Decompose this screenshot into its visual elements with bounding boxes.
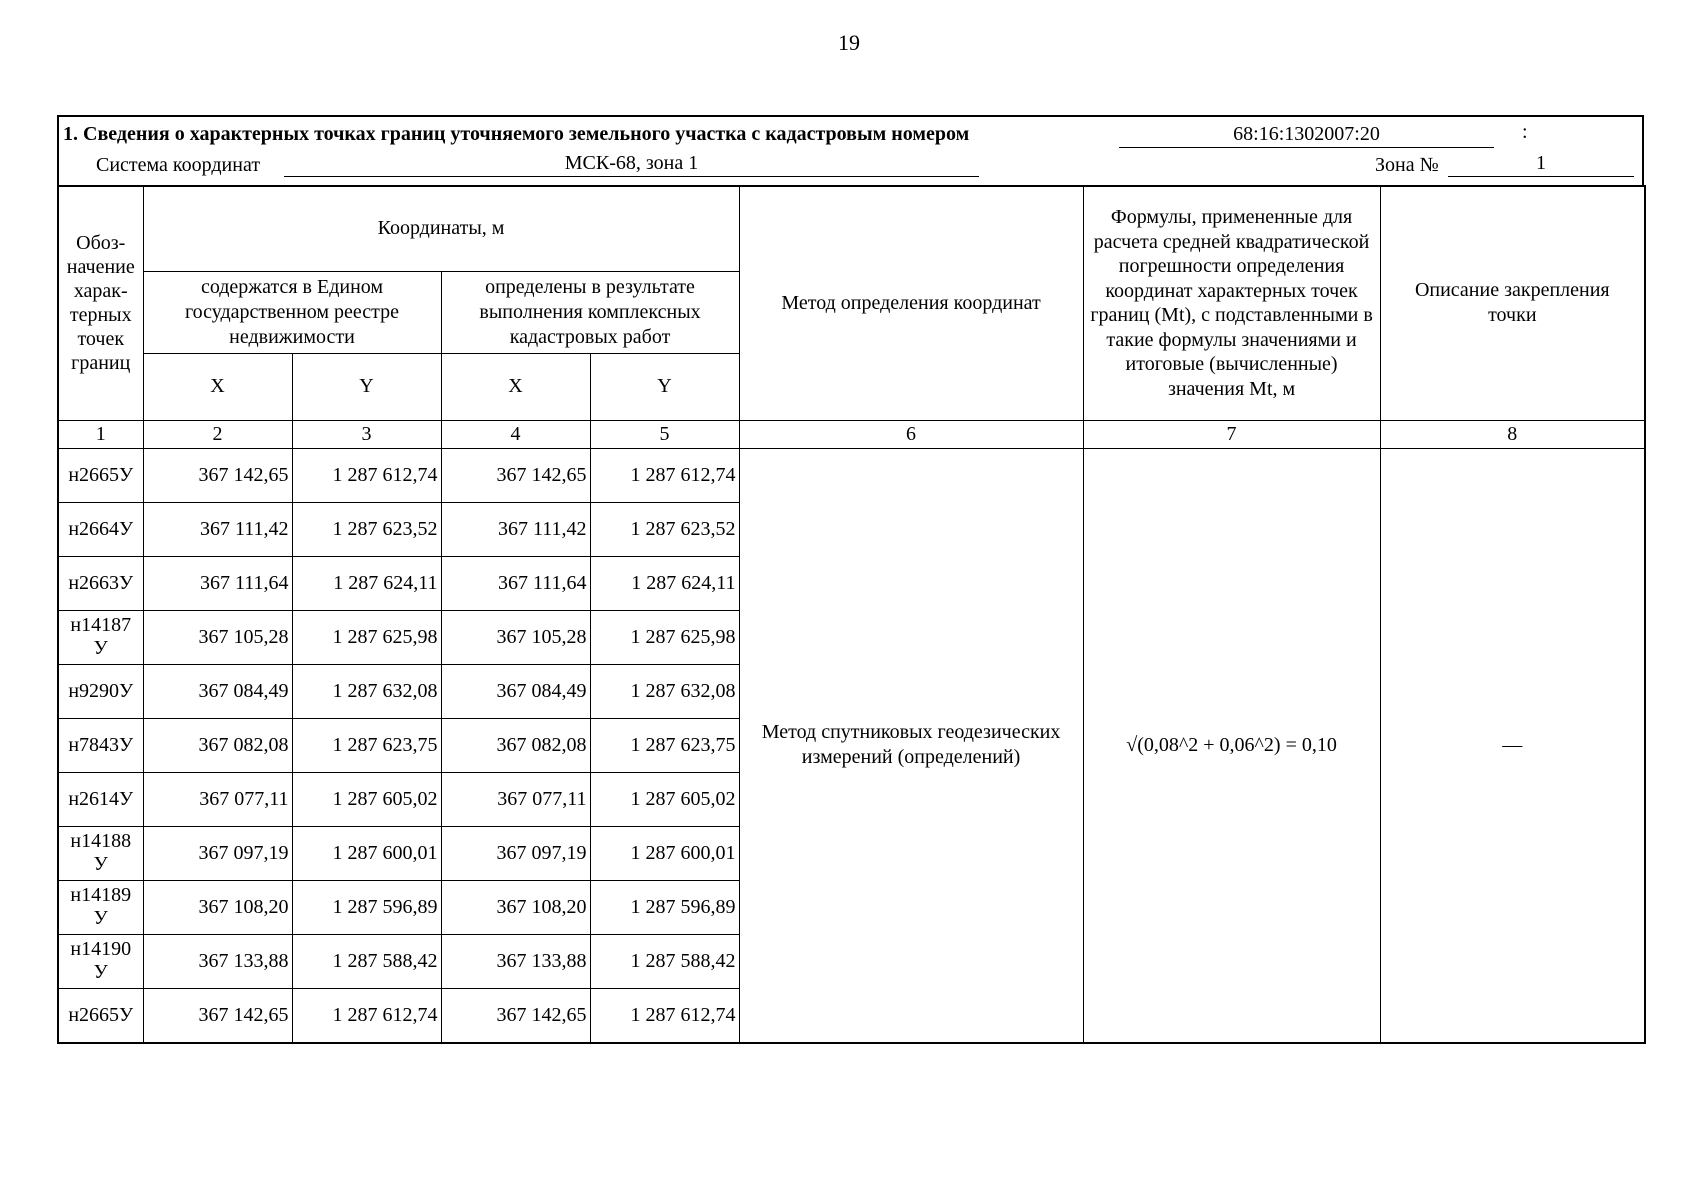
x-egrn: 367 111,64	[143, 556, 292, 610]
boundary-points-table	[57, 185, 1646, 1044]
description-cell: —	[1380, 448, 1645, 1043]
column-number: 1	[58, 420, 143, 448]
page-number: 19	[838, 30, 860, 55]
column-number: 6	[739, 420, 1083, 448]
point-name: н2665У	[58, 448, 143, 502]
y-determined: 1 287 612,74	[590, 988, 739, 1043]
zone-label: Зона №	[1375, 154, 1439, 176]
x-egrn: 367 105,28	[143, 610, 292, 664]
x-determined: 367 105,28	[441, 610, 590, 664]
header-description: Описание закрепления точки	[1380, 186, 1645, 420]
x-determined: 367 133,88	[441, 934, 590, 988]
x-determined: 367 084,49	[441, 664, 590, 718]
y-egrn: 1 287 623,75	[292, 718, 441, 772]
column-number: 5	[590, 420, 739, 448]
x-egrn: 367 142,65	[143, 448, 292, 502]
header-y-determined: Y	[590, 353, 739, 420]
point-name: н2664У	[58, 502, 143, 556]
x-determined: 367 111,42	[441, 502, 590, 556]
header-formulas: Формулы, примененные для расчета средней квадратической погрешности определения координат характерных точек границ (Mt), с подставленными в такие формулы значениями и итоговые (вычисленные) значения Mt, м	[1083, 186, 1380, 420]
y-egrn: 1 287 588,42	[292, 934, 441, 988]
point-name: н14187 У	[58, 610, 143, 664]
y-determined: 1 287 623,75	[590, 718, 739, 772]
header-determined: определены в результате выполнения комплексных кадастровых работ	[441, 271, 739, 353]
x-determined: 367 142,65	[441, 448, 590, 502]
x-egrn: 367 111,42	[143, 502, 292, 556]
point-name: н14190 У	[58, 934, 143, 988]
point-name: н9290У	[58, 664, 143, 718]
column-number: 2	[143, 420, 292, 448]
y-egrn: 1 287 596,89	[292, 880, 441, 934]
header-point-designation: Обоз- начение харак- терных точек границ	[58, 186, 143, 420]
x-determined: 367 111,64	[441, 556, 590, 610]
formula-cell: √(0,08^2 + 0,06^2) = 0,10	[1083, 448, 1380, 1043]
y-determined: 1 287 588,42	[590, 934, 739, 988]
x-determined: 367 077,11	[441, 772, 590, 826]
y-determined: 1 287 625,98	[590, 610, 739, 664]
y-egrn: 1 287 624,11	[292, 556, 441, 610]
method-cell: Метод спутниковых геодезических измерений (определений)	[739, 448, 1083, 1043]
point-name: н14189 У	[58, 880, 143, 934]
x-egrn: 367 082,08	[143, 718, 292, 772]
y-determined: 1 287 632,08	[590, 664, 739, 718]
x-determined: 367 108,20	[441, 880, 590, 934]
x-egrn: 367 084,49	[143, 664, 292, 718]
header-y-egrn: Y	[292, 353, 441, 420]
table-row	[58, 448, 1645, 502]
point-name: н7843У	[58, 718, 143, 772]
y-egrn: 1 287 612,74	[292, 448, 441, 502]
point-name: н2665У	[58, 988, 143, 1043]
x-determined: 367 097,19	[441, 826, 590, 880]
y-egrn: 1 287 600,01	[292, 826, 441, 880]
y-determined: 1 287 605,02	[590, 772, 739, 826]
column-number: 8	[1380, 420, 1645, 448]
y-determined: 1 287 623,52	[590, 502, 739, 556]
y-determined: 1 287 624,11	[590, 556, 739, 610]
cadastral-colon: :	[1522, 121, 1528, 143]
header-x-determined: X	[441, 353, 590, 420]
x-egrn: 367 077,11	[143, 772, 292, 826]
section-title: 1. Сведения о характерных точках границ уточняемого земельного участка с кадастровым номером	[63, 123, 970, 145]
x-egrn: 367 133,88	[143, 934, 292, 988]
coord-system-label: Система координат	[96, 154, 261, 176]
point-name: н2663У	[58, 556, 143, 610]
x-egrn: 367 108,20	[143, 880, 292, 934]
y-egrn: 1 287 623,52	[292, 502, 441, 556]
header-egrn: содержатся в Едином государственном реестре недвижимости	[143, 271, 441, 353]
section-header	[57, 115, 1644, 185]
document	[57, 115, 1644, 1044]
x-determined: 367 082,08	[441, 718, 590, 772]
y-egrn: 1 287 605,02	[292, 772, 441, 826]
x-determined: 367 142,65	[441, 988, 590, 1043]
y-determined: 1 287 612,74	[590, 448, 739, 502]
y-determined: 1 287 600,01	[590, 826, 739, 880]
column-number: 4	[441, 420, 590, 448]
header-coordinates: Координаты, м	[143, 186, 739, 271]
x-egrn: 367 097,19	[143, 826, 292, 880]
y-egrn: 1 287 612,74	[292, 988, 441, 1043]
coord-system-value: МСК-68, зона 1	[284, 152, 979, 177]
point-name: н14188 У	[58, 826, 143, 880]
y-egrn: 1 287 625,98	[292, 610, 441, 664]
cadastral-number: 68:16:1302007:20	[1119, 123, 1494, 148]
zone-value: 1	[1448, 152, 1634, 177]
column-number: 7	[1083, 420, 1380, 448]
header-method: Метод определения координат	[739, 186, 1083, 420]
column-number: 3	[292, 420, 441, 448]
header-x-egrn: X	[143, 353, 292, 420]
x-egrn: 367 142,65	[143, 988, 292, 1043]
column-number-row	[58, 420, 1645, 448]
point-name: н2614У	[58, 772, 143, 826]
y-egrn: 1 287 632,08	[292, 664, 441, 718]
y-determined: 1 287 596,89	[590, 880, 739, 934]
